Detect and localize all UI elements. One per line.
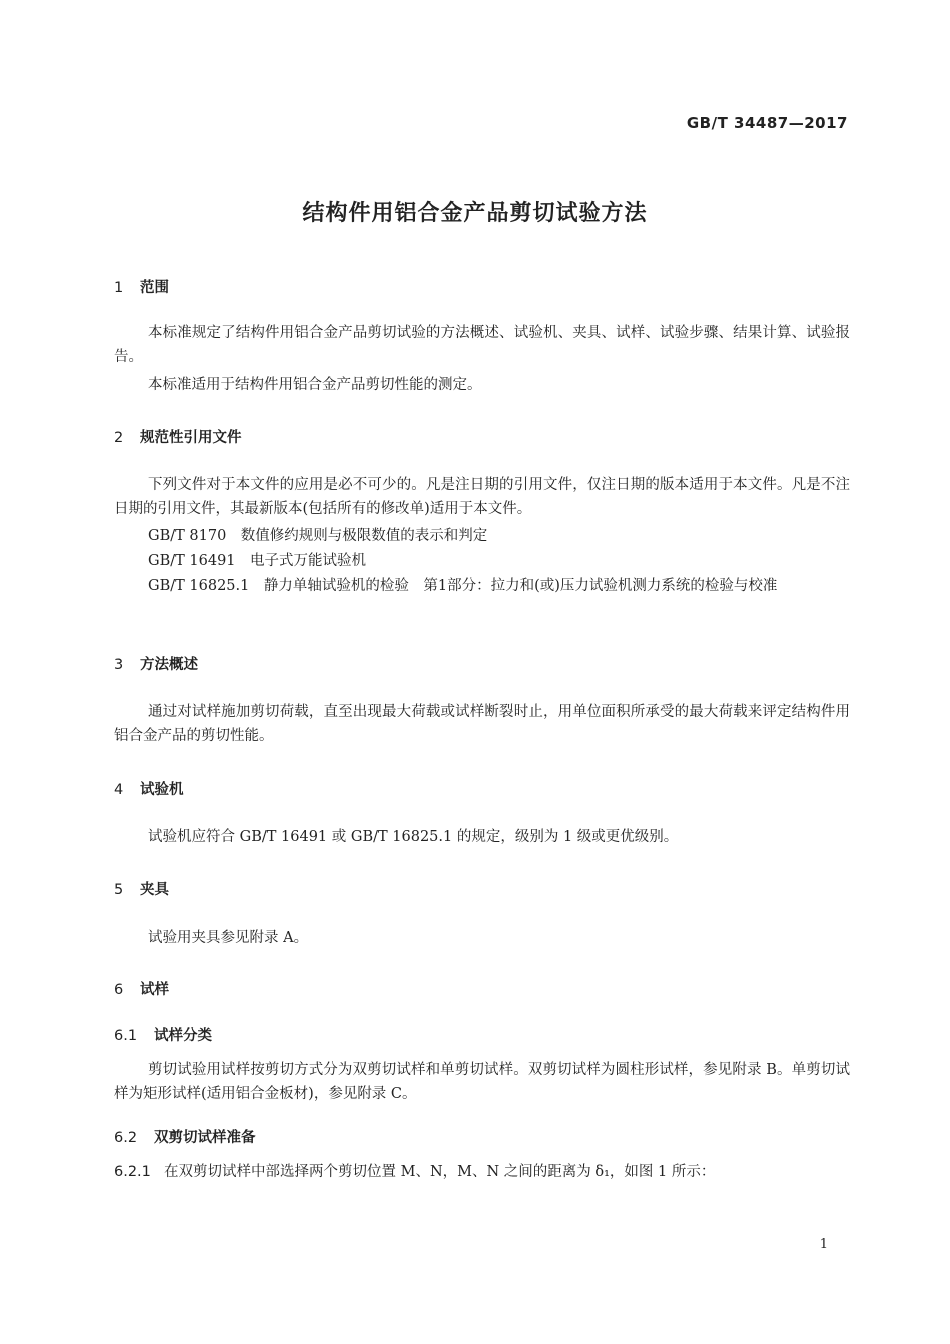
section-1-paragraph-1: 本标准规定了结构件用铝合金产品剪切试验的方法概述、试验机、夹具、试样、试验步骤、结果计算、试验报告。 [114, 325, 850, 365]
section-number: 6 [114, 982, 124, 998]
section-title: 试验机 [140, 782, 184, 798]
normative-reference: GB/T 16491 电子式万能试验机 [148, 553, 367, 569]
section-3-heading [114, 653, 198, 674]
section-number: 1 [114, 280, 124, 296]
normative-reference: GB/T 8170 数值修约规则与极限数值的表示和判定 [148, 528, 488, 544]
clause-text: 在双剪切试样中部选择两个剪切位置 M、N，M、N 之间的距离为 δ₁，如图 1 所示： [164, 1164, 716, 1180]
normative-reference: GB/T 16825.1 静力单轴试验机的检验 第1部分：拉力和(或)压力试验机测力系统的检验与校准 [148, 578, 778, 594]
section-title: 双剪切试样准备 [154, 1130, 256, 1146]
section-title: 夹具 [140, 882, 169, 898]
section-6-2-1-clause [114, 1160, 715, 1181]
section-5-heading [114, 878, 169, 899]
section-6-1-heading [114, 1024, 212, 1045]
section-number: 6.2 [114, 1130, 138, 1146]
section-title: 试样 [140, 982, 169, 998]
section-title: 范围 [140, 280, 169, 296]
section-6-heading [114, 978, 169, 999]
document-title: 结构件用铝合金产品剪切试验方法 [302, 201, 648, 226]
page-number: 1 [819, 1237, 828, 1252]
section-number: 4 [114, 782, 124, 798]
section-title: 规范性引用文件 [140, 430, 242, 446]
section-title: 方法概述 [140, 657, 198, 673]
section-number: 3 [114, 657, 124, 673]
section-6-2-heading [114, 1126, 256, 1147]
section-4-heading [114, 778, 184, 799]
section-title: 试样分类 [154, 1028, 212, 1044]
section-4-paragraph-1: 试验机应符合 GB/T 16491 或 GB/T 16825.1 的规定，级别为 1 级或更优级别。 [148, 829, 679, 845]
section-6-1-paragraph-1: 剪切试验用试样按剪切方式分为双剪切试样和单剪切试样。双剪切试样为圆柱形试样，参见附录 B。单剪切试样为矩形试样(适用铝合金板材)，参见附录 C。 [114, 1062, 850, 1102]
section-number: 5 [114, 882, 124, 898]
section-2-heading [114, 426, 242, 447]
section-1-heading [114, 276, 169, 297]
section-1-paragraph-2: 本标准适用于结构件用铝合金产品剪切性能的测定。 [148, 377, 482, 393]
section-5-paragraph-1: 试验用夹具参见附录 A。 [148, 930, 309, 946]
section-2-paragraph-1: 下列文件对于本文件的应用是必不可少的。凡是注日期的引用文件，仅注日期的版本适用于本文件。凡是不注日期的引用文件，其最新版本(包括所有的修改单)适用于本文件。 [114, 477, 850, 517]
section-3-paragraph-1: 通过对试样施加剪切荷载，直至出现最大荷载或试样断裂时止，用单位面积所承受的最大荷载来评定结构件用铝合金产品的剪切性能。 [114, 704, 850, 744]
clause-number: 6.2.1 [114, 1164, 151, 1180]
section-number: 6.1 [114, 1028, 138, 1044]
standard-id: GB/T 34487—2017 [686, 114, 848, 132]
section-number: 2 [114, 430, 124, 446]
